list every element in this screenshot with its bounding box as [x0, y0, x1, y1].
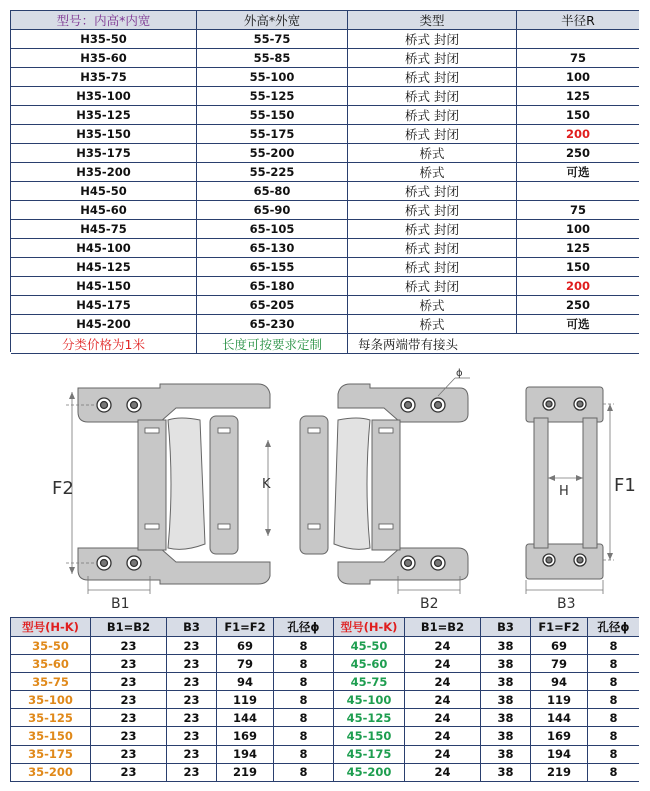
spec-footer-row [11, 334, 639, 353]
dim-hole-2: 8 [587, 764, 639, 781]
spec-model-cell: H45-175 [11, 296, 196, 314]
spec-type-cell: 桥式 [347, 296, 516, 314]
dim-f1f2-2: 219 [530, 764, 587, 781]
dim-b1b2-2: 24 [404, 746, 480, 763]
spec-model-cell: H45-100 [11, 239, 196, 257]
spec-row [11, 144, 639, 162]
spec-radius-cell: 250 [516, 144, 639, 162]
dim-f1f2-2: 69 [530, 637, 587, 654]
dimension-row [11, 709, 639, 726]
spec-outer-cell: 65-155 [196, 258, 347, 276]
spec-outer-cell: 65-230 [196, 315, 347, 333]
dim-b1b2: 23 [90, 746, 166, 763]
spec-outer-cell: 55-100 [196, 68, 347, 86]
dim-model-45: 45-150 [333, 727, 404, 744]
dim-b3: 23 [166, 637, 216, 654]
spec-radius-cell: 可选 [516, 315, 639, 333]
dim-b3: 23 [166, 655, 216, 672]
dim-model-35: 35-125 [11, 709, 90, 726]
dimension-row [11, 691, 639, 708]
spec-type-cell: 桥式 [347, 144, 516, 162]
connector-note: 每条两端带有接头 [347, 334, 639, 353]
dim-b1b2: 23 [90, 673, 166, 690]
dim-b3-2: 38 [480, 746, 530, 763]
spec-model-cell: H35-150 [11, 125, 196, 143]
dim-f1f2-2: 119 [530, 691, 587, 708]
dim-hole-2: 8 [587, 673, 639, 690]
dim-model-45: 45-75 [333, 673, 404, 690]
dim-hole: 8 [273, 727, 333, 744]
spec-model-cell: H35-175 [11, 144, 196, 162]
dim-model-35: 35-50 [11, 637, 90, 654]
spec-radius-cell: 250 [516, 296, 639, 314]
dim-hole: 8 [273, 655, 333, 672]
dim-hole: 8 [273, 746, 333, 763]
spec-type-cell: 桥式 封闭 [347, 239, 516, 257]
spec-outer-cell: 55-225 [196, 163, 347, 181]
dim-b1b2: 23 [90, 709, 166, 726]
spec-row [11, 30, 639, 48]
dim-f1f2: 94 [216, 673, 273, 690]
spec-radius-cell: 200 [516, 277, 639, 295]
spec-model-cell: H45-75 [11, 220, 196, 238]
dimension-row [11, 637, 639, 654]
dimension-row [11, 655, 639, 672]
dim-header-hole-2: 孔径ϕ [587, 618, 639, 636]
label-phi: ϕ [456, 368, 463, 379]
spec-radius-cell: 200 [516, 125, 639, 143]
spec-model-cell: H45-60 [11, 201, 196, 219]
dim-header-f1f2: F1=F2 [216, 618, 273, 636]
dim-f1f2: 194 [216, 746, 273, 763]
spec-type-cell: 桥式 封闭 [347, 182, 516, 200]
end-view-left-bar [534, 418, 548, 548]
dim-b3: 23 [166, 764, 216, 781]
length-note: 长度可按要求定制 [196, 334, 347, 353]
spec-radius-cell: 150 [516, 258, 639, 276]
dim-hole-2: 8 [587, 691, 639, 708]
header-type: 类型 [347, 11, 516, 29]
label-h: H [559, 484, 569, 499]
dim-b1b2: 23 [90, 655, 166, 672]
dim-header-b1b2-2: B1=B2 [404, 618, 480, 636]
dim-model-45: 45-200 [333, 764, 404, 781]
dim-b1b2: 23 [90, 691, 166, 708]
spec-row [11, 239, 639, 257]
dim-model-35: 35-200 [11, 764, 90, 781]
spec-outer-cell: 65-105 [196, 220, 347, 238]
cross-bar-4 [334, 418, 370, 549]
chain-drawing [0, 358, 650, 613]
cross-bar-2 [210, 416, 238, 554]
label-b2: B2 [420, 596, 439, 612]
spec-row [11, 163, 639, 181]
label-f1: F1 [614, 475, 636, 496]
spec-row [11, 106, 639, 124]
dim-model-35: 35-175 [11, 746, 90, 763]
dim-b3: 23 [166, 727, 216, 744]
spec-radius-cell: 125 [516, 239, 639, 257]
dim-b1b2-2: 24 [404, 709, 480, 726]
dim-hole: 8 [273, 764, 333, 781]
left-side-bar [138, 420, 166, 550]
dim-f1f2-2: 144 [530, 709, 587, 726]
dim-b1b2-2: 24 [404, 655, 480, 672]
dim-b1b2: 23 [90, 637, 166, 654]
spec-row [11, 220, 639, 238]
spec-row [11, 49, 639, 67]
dim-b3-2: 38 [480, 637, 530, 654]
dim-f1f2-2: 169 [530, 727, 587, 744]
spec-row [11, 296, 639, 314]
dim-b3-2: 38 [480, 709, 530, 726]
dim-b1b2: 23 [90, 764, 166, 781]
dim-b1b2-2: 24 [404, 691, 480, 708]
dim-hole: 8 [273, 673, 333, 690]
spec-model-cell: H35-50 [11, 30, 196, 48]
cross-bar-3 [300, 416, 328, 554]
dim-b3: 23 [166, 709, 216, 726]
spec-type-cell: 桥式 封闭 [347, 220, 516, 238]
dim-f1f2-2: 94 [530, 673, 587, 690]
dim-b3: 23 [166, 691, 216, 708]
label-b3: B3 [557, 596, 576, 612]
spec-type-cell: 桥式 封闭 [347, 49, 516, 67]
dimension-row [11, 746, 639, 763]
dim-hole-2: 8 [587, 727, 639, 744]
header-outer: 外高*外宽 [196, 11, 347, 29]
dim-b3: 23 [166, 746, 216, 763]
end-view-bottom [526, 544, 603, 579]
spec-radius-cell: 100 [516, 220, 639, 238]
header-model: 型号：内高*内宽 [11, 11, 196, 29]
dimension-row [11, 727, 639, 744]
spec-type-cell: 桥式 封闭 [347, 87, 516, 105]
spec-model-cell: H45-50 [11, 182, 196, 200]
spec-row [11, 277, 639, 295]
end-view-right-bar [583, 418, 597, 548]
spec-radius-cell: 100 [516, 68, 639, 86]
dim-hole-2: 8 [587, 637, 639, 654]
dim-b1b2: 23 [90, 727, 166, 744]
spec-radius-cell: 150 [516, 106, 639, 124]
spec-radius-cell: 75 [516, 49, 639, 67]
label-b1: B1 [111, 596, 130, 612]
dim-b3-2: 38 [480, 691, 530, 708]
spec-outer-cell: 65-80 [196, 182, 347, 200]
spec-row [11, 182, 639, 200]
dim-header-b1b2: B1=B2 [90, 618, 166, 636]
spec-outer-cell: 55-175 [196, 125, 347, 143]
dim-b1b2-2: 24 [404, 637, 480, 654]
spec-radius-cell: 75 [516, 201, 639, 219]
dim-f1f2: 219 [216, 764, 273, 781]
spec-type-cell: 桥式 封闭 [347, 30, 516, 48]
dim-b3-2: 38 [480, 673, 530, 690]
price-note: 分类价格为1米 [11, 334, 196, 353]
spec-outer-cell: 55-125 [196, 87, 347, 105]
dim-model-45: 45-50 [333, 637, 404, 654]
dim-header-b3: B3 [166, 618, 216, 636]
dim-b1b2-2: 24 [404, 727, 480, 744]
spec-type-cell: 桥式 封闭 [347, 125, 516, 143]
dim-header-model-45: 型号(H-K) [333, 618, 404, 636]
dim-model-35: 35-150 [11, 727, 90, 744]
cross-bar-1 [168, 418, 205, 549]
dim-b3-2: 38 [480, 655, 530, 672]
spec-type-cell: 桥式 封闭 [347, 106, 516, 124]
spec-model-cell: H45-150 [11, 277, 196, 295]
label-f2: F2 [52, 478, 74, 499]
dim-f1f2-2: 79 [530, 655, 587, 672]
spec-row [11, 125, 639, 143]
spec-outer-cell: 65-180 [196, 277, 347, 295]
spec-type-cell: 桥式 封闭 [347, 258, 516, 276]
dim-model-45: 45-100 [333, 691, 404, 708]
end-view-top [526, 387, 603, 422]
spec-radius-cell: 125 [516, 87, 639, 105]
dim-f1f2: 169 [216, 727, 273, 744]
spec-row [11, 201, 639, 219]
spec-outer-cell: 65-90 [196, 201, 347, 219]
dim-hole: 8 [273, 691, 333, 708]
label-k: K [262, 477, 271, 492]
dim-model-35: 35-60 [11, 655, 90, 672]
spec-header-row [11, 11, 639, 29]
dim-model-35: 35-100 [11, 691, 90, 708]
dim-hole-2: 8 [587, 746, 639, 763]
dim-f1f2: 69 [216, 637, 273, 654]
dim-hole: 8 [273, 709, 333, 726]
dim-b1b2-2: 24 [404, 764, 480, 781]
spec-model-cell: H35-125 [11, 106, 196, 124]
spec-type-cell: 桥式 封闭 [347, 68, 516, 86]
spec-table [10, 10, 638, 352]
dim-f1f2: 119 [216, 691, 273, 708]
dim-model-45: 45-60 [333, 655, 404, 672]
dim-header-f1f2-2: F1=F2 [530, 618, 587, 636]
dim-f1f2: 79 [216, 655, 273, 672]
dim-b3-2: 38 [480, 764, 530, 781]
dim-header-b3-2: B3 [480, 618, 530, 636]
spec-model-cell: H35-100 [11, 87, 196, 105]
spec-outer-cell: 65-130 [196, 239, 347, 257]
dim-model-45: 45-175 [333, 746, 404, 763]
dimension-table [10, 617, 638, 782]
dim-b3-2: 38 [480, 727, 530, 744]
spec-radius-cell [516, 30, 639, 48]
spec-outer-cell: 55-85 [196, 49, 347, 67]
spec-radius-cell: 可选 [516, 163, 639, 181]
header-radius: 半径R [516, 11, 639, 29]
dim-hole-2: 8 [587, 709, 639, 726]
dim-f1f2-2: 194 [530, 746, 587, 763]
dim-header-model-35: 型号(H-K) [11, 618, 90, 636]
spec-row [11, 87, 639, 105]
spec-type-cell: 桥式 封闭 [347, 201, 516, 219]
spec-outer-cell: 55-200 [196, 144, 347, 162]
spec-outer-cell: 55-75 [196, 30, 347, 48]
spec-radius-cell [516, 182, 639, 200]
dim-model-45: 45-125 [333, 709, 404, 726]
spec-model-cell: H35-200 [11, 163, 196, 181]
spec-outer-cell: 55-150 [196, 106, 347, 124]
dim-f1f2: 144 [216, 709, 273, 726]
dim-model-35: 35-75 [11, 673, 90, 690]
dimension-header-row [11, 618, 639, 636]
spec-row [11, 258, 639, 276]
spec-type-cell: 桥式 [347, 163, 516, 181]
spec-model-cell: H35-60 [11, 49, 196, 67]
right-side-bar [372, 420, 400, 550]
spec-model-cell: H45-200 [11, 315, 196, 333]
dimension-row [11, 673, 639, 690]
spec-model-cell: H35-75 [11, 68, 196, 86]
spec-outer-cell: 65-205 [196, 296, 347, 314]
dim-b1b2-2: 24 [404, 673, 480, 690]
spec-type-cell: 桥式 [347, 315, 516, 333]
spec-row [11, 68, 639, 86]
spec-type-cell: 桥式 封闭 [347, 277, 516, 295]
dim-hole-2: 8 [587, 655, 639, 672]
spec-model-cell: H45-125 [11, 258, 196, 276]
dim-hole: 8 [273, 637, 333, 654]
dim-b3: 23 [166, 673, 216, 690]
spec-row [11, 315, 639, 333]
dimension-row [11, 764, 639, 781]
dim-header-hole: 孔径ϕ [273, 618, 333, 636]
